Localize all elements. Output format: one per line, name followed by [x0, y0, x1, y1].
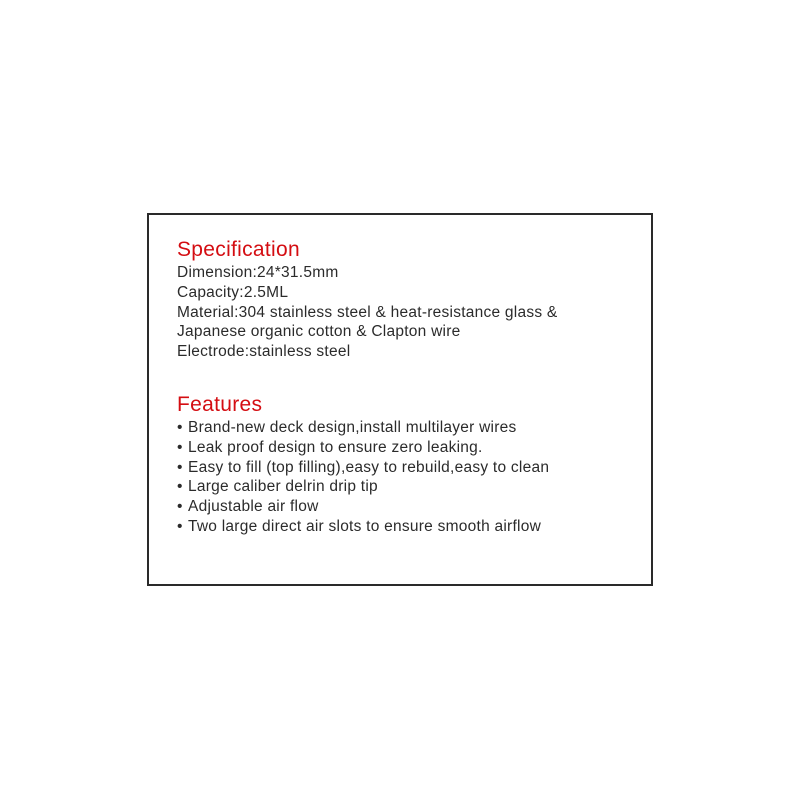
features-section — [177, 392, 631, 537]
bullet-icon: • — [177, 517, 183, 535]
bullet-icon: • — [177, 458, 183, 476]
spec-card — [147, 213, 653, 586]
feature-text: Adjustable air flow — [188, 498, 319, 516]
spec-dimension: Dimension:24*31.5mm — [177, 264, 339, 281]
spec-material-continued: Japanese organic cotton & Clapton wire — [177, 323, 461, 341]
spec-material: Material:304 stainless steel & heat-resistance glass & — [177, 303, 558, 321]
feature-text: Large caliber delrin drip tip — [188, 478, 378, 496]
feature-text: Brand-new deck design,install multilayer wires — [188, 419, 517, 436]
spec-electrode: Electrode:stainless steel — [177, 343, 351, 361]
feature-text: Leak proof design to ensure zero leaking. — [188, 438, 483, 456]
bullet-icon: • — [177, 438, 183, 456]
bullet-icon: • — [177, 478, 183, 496]
feature-item — [177, 418, 631, 438]
bullet-icon: • — [177, 419, 183, 436]
features-list — [177, 418, 631, 537]
feature-item — [177, 438, 631, 458]
feature-text: Easy to fill (top filling),easy to rebuild,easy to clean — [188, 458, 550, 476]
feature-text: Two large direct air slots to ensure smooth airflow — [188, 517, 542, 535]
bullet-icon: • — [177, 498, 183, 516]
specification-heading: Specification — [177, 238, 300, 261]
specification-section — [177, 237, 631, 362]
feature-item — [177, 458, 631, 478]
feature-item — [177, 477, 631, 497]
features-heading: Features — [177, 393, 263, 416]
spec-capacity: Capacity:2.5ML — [177, 283, 289, 301]
feature-item — [177, 497, 631, 517]
feature-item — [177, 517, 631, 537]
